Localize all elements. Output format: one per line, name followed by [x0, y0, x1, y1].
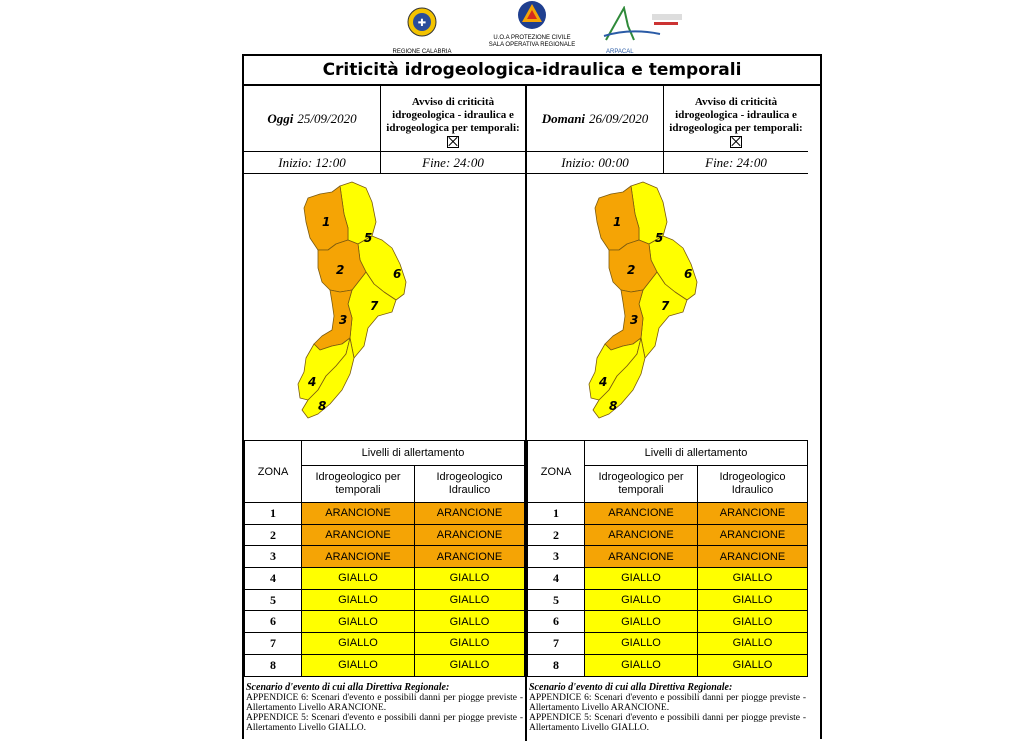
day-date-value: 26/09/2020: [589, 110, 649, 126]
fine-time: Fine: 24:00: [705, 155, 767, 170]
level-temporali: ARANCIONE: [302, 503, 415, 525]
regione-calabria-logo: [392, 6, 452, 56]
level-temporali: GIALLO: [585, 633, 698, 655]
logo-bar: [0, 0, 1024, 54]
calabria-zone-map: [583, 178, 723, 434]
avviso-checkbox: [730, 136, 742, 148]
zone-number: 3: [528, 546, 585, 568]
livelli-header: Livelli di allertamento: [302, 441, 525, 466]
zone-label-3: 3: [339, 313, 348, 327]
zone-label-3: 3: [630, 313, 639, 327]
col-temporali-header: Idrogeologico per temporali: [585, 466, 698, 503]
day-label: Domani: [541, 110, 586, 126]
zone-number: 2: [245, 524, 302, 546]
level-temporali: GIALLO: [302, 611, 415, 633]
col-idraulico-header: Idrogeologico Idraulico: [698, 466, 808, 503]
level-idraulico: GIALLO: [698, 589, 808, 611]
level-idraulico: ARANCIONE: [415, 524, 525, 546]
scenario-title: Scenario d'evento di cui alla Direttiva Regionale:: [246, 682, 450, 693]
table-row: [528, 633, 808, 655]
level-idraulico: ARANCIONE: [698, 546, 808, 568]
avviso-box: [664, 86, 808, 151]
panel-header: [244, 86, 525, 152]
scenario-line-giallo: APPENDICE 5: Scenari d'evento e possibili danni per piogge previste - Allertamento Livello GIALLO.: [246, 713, 523, 733]
zone-number: 1: [245, 503, 302, 525]
table-row: [528, 589, 808, 611]
zone-number: 7: [245, 633, 302, 655]
level-temporali: ARANCIONE: [302, 546, 415, 568]
zone-label-5: 5: [655, 231, 664, 245]
table-row: [245, 524, 525, 546]
level-idraulico: GIALLO: [415, 633, 525, 655]
scenario-box: [529, 683, 806, 733]
zone-number: 2: [528, 524, 585, 546]
level-temporali: GIALLO: [585, 589, 698, 611]
table-row: [528, 524, 808, 546]
level-temporali: GIALLO: [302, 633, 415, 655]
zone-number: 8: [245, 654, 302, 676]
level-temporali: ARANCIONE: [585, 503, 698, 525]
table-row: [245, 589, 525, 611]
zone-number: 6: [245, 611, 302, 633]
zone-label-5: 5: [364, 231, 373, 245]
day-date: [244, 86, 381, 151]
zone-label-1: 1: [322, 215, 331, 229]
zone-map: [244, 174, 525, 440]
arpacal-caption: ARPACAL: [606, 49, 634, 55]
level-idraulico: ARANCIONE: [415, 503, 525, 525]
day-label: Oggi: [267, 110, 294, 126]
zone-label-2: 2: [627, 263, 636, 277]
protezione-caption-2: SALA OPERATIVA REGIONALE: [488, 42, 576, 48]
avviso-box: [381, 86, 525, 151]
col-temporali-header: Idrogeologico per temporali: [302, 466, 415, 503]
avviso-text: Avviso di criticità idrogeologica - idraulica e idrogeologica per temporali:: [386, 96, 520, 134]
scenario-line-arancione: APPENDICE 6: Scenari d'evento e possibili danni per piogge previste - Allertamento Livello ARANCIONE.: [246, 693, 523, 713]
svg-text:✚: ✚: [417, 18, 427, 29]
zone-label-7: 7: [370, 299, 379, 313]
regione-caption: REGIONE CALABRIA: [392, 49, 452, 55]
fine-time: Fine: 24:00: [422, 155, 484, 170]
level-temporali: GIALLO: [585, 568, 698, 590]
zone-map: [527, 174, 808, 440]
alert-rows: [528, 503, 808, 677]
level-idraulico: GIALLO: [415, 611, 525, 633]
day-date: [527, 86, 664, 151]
level-temporali: GIALLO: [585, 611, 698, 633]
calabria-zone-map: [292, 178, 432, 434]
zone-label-6: 6: [684, 267, 693, 281]
table-row: [245, 546, 525, 568]
zone-label-8: 8: [609, 399, 618, 413]
zone-number: 1: [528, 503, 585, 525]
zone-label-2: 2: [336, 263, 345, 277]
scenario-box: [246, 683, 523, 733]
scenario-line-arancione: APPENDICE 6: Scenari d'evento e possibili danni per piogge previste - Allertamento Livello ARANCIONE.: [529, 693, 806, 713]
level-idraulico: GIALLO: [415, 654, 525, 676]
day-date-value: 25/09/2020: [297, 110, 357, 126]
zone-label-1: 1: [613, 215, 622, 229]
avviso-text: Avviso di criticità idrogeologica - idraulica e idrogeologica per temporali:: [669, 96, 803, 134]
level-idraulico: GIALLO: [698, 568, 808, 590]
time-range: [244, 152, 525, 174]
alert-table: [244, 440, 525, 677]
bulletin: [242, 54, 822, 739]
zone-label-8: 8: [318, 399, 327, 413]
level-temporali: GIALLO: [302, 654, 415, 676]
scenario-title: Scenario d'evento di cui alla Direttiva Regionale:: [529, 682, 733, 693]
zone-number: 3: [245, 546, 302, 568]
inizio-time: Inizio: 12:00: [244, 152, 381, 173]
avviso-checkbox: [447, 136, 459, 148]
zone-label-4: 4: [599, 375, 608, 389]
zone-number: 6: [528, 611, 585, 633]
zona-header: ZONA: [245, 441, 302, 503]
zone-number: 5: [245, 589, 302, 611]
alert-rows: [245, 503, 525, 677]
table-row: [245, 611, 525, 633]
zone-number: 4: [245, 568, 302, 590]
level-idraulico: ARANCIONE: [415, 546, 525, 568]
zona-header: ZONA: [528, 441, 585, 503]
panel-oggi: [244, 86, 525, 741]
level-idraulico: GIALLO: [415, 568, 525, 590]
level-idraulico: GIALLO: [698, 654, 808, 676]
zone-number: 4: [528, 568, 585, 590]
table-row: [528, 654, 808, 676]
level-temporali: ARANCIONE: [585, 524, 698, 546]
zone-number: 8: [528, 654, 585, 676]
table-row: [245, 633, 525, 655]
zone-number: 7: [528, 633, 585, 655]
bulletin-title: Criticità idrogeologica-idraulica e temporali: [244, 56, 820, 86]
level-idraulico: ARANCIONE: [698, 524, 808, 546]
protezione-civile-emblem: [486, 0, 578, 30]
zone-label-4: 4: [308, 375, 317, 389]
alert-table: [527, 440, 808, 677]
time-range: [527, 152, 808, 174]
level-temporali: ARANCIONE: [585, 546, 698, 568]
arpacal-emblem: [600, 6, 692, 44]
table-row: [245, 654, 525, 676]
zone-number: 5: [528, 589, 585, 611]
livelli-header: Livelli di allertamento: [585, 441, 808, 466]
zone-label-6: 6: [393, 267, 402, 281]
table-row: [528, 546, 808, 568]
table-row: [528, 611, 808, 633]
level-idraulico: ARANCIONE: [698, 503, 808, 525]
protezione-civile-logo: [486, 0, 578, 49]
panel-domani: [525, 86, 808, 741]
level-temporali: GIALLO: [302, 568, 415, 590]
table-row: [245, 568, 525, 590]
protezione-caption-1: U.O.A PROTEZIONE CIVILE: [493, 35, 571, 41]
table-row: [528, 568, 808, 590]
zone-label-7: 7: [661, 299, 670, 313]
level-temporali: ARANCIONE: [302, 524, 415, 546]
level-temporali: GIALLO: [585, 654, 698, 676]
table-row: [245, 503, 525, 525]
level-idraulico: GIALLO: [415, 589, 525, 611]
inizio-time: Inizio: 00:00: [527, 152, 664, 173]
panel-header: [527, 86, 808, 152]
level-idraulico: GIALLO: [698, 611, 808, 633]
col-idraulico-header: Idrogeologico Idraulico: [415, 466, 525, 503]
regione-calabria-emblem: [392, 6, 452, 44]
level-idraulico: GIALLO: [698, 633, 808, 655]
table-row: [528, 503, 808, 525]
level-temporali: GIALLO: [302, 589, 415, 611]
scenario-line-giallo: APPENDICE 5: Scenari d'evento e possibili danni per piogge previste - Allertamento Livello GIALLO.: [529, 713, 806, 733]
arpacal-logo: [600, 6, 692, 56]
